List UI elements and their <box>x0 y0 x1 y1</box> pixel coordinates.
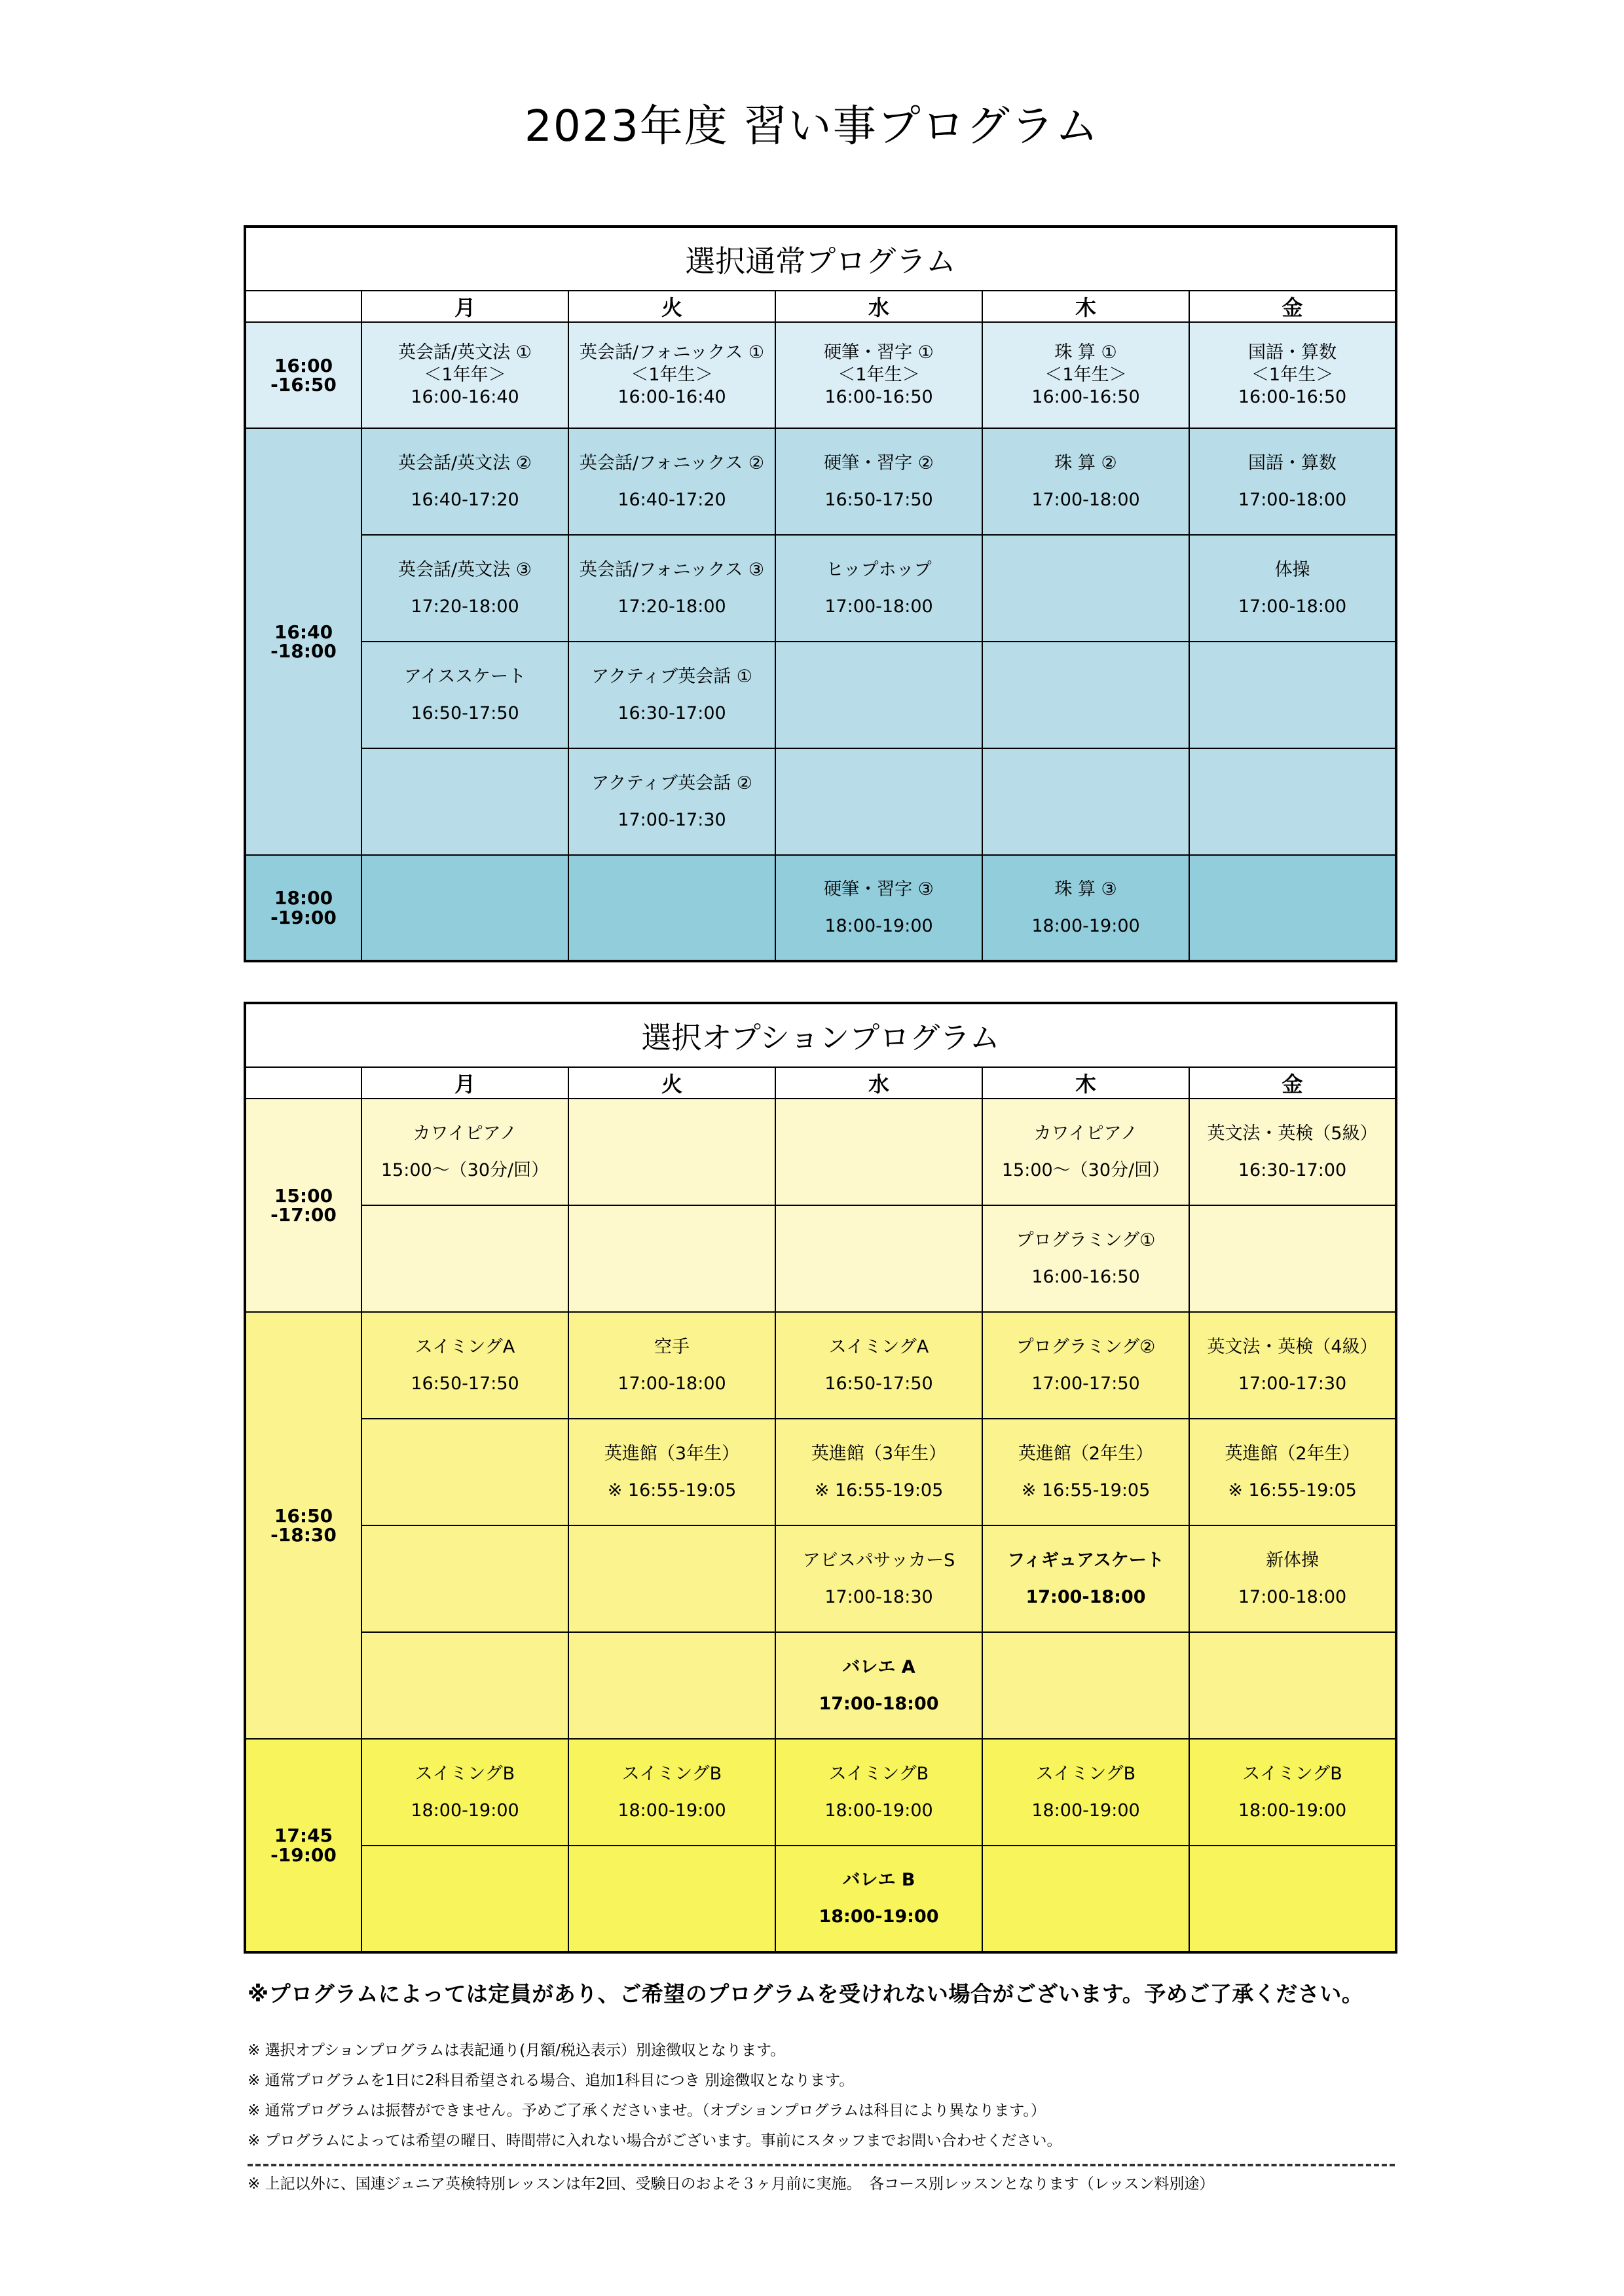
regular-program-body <box>245 322 1396 961</box>
program-name: バレエ B <box>842 1870 915 1891</box>
regular-program-title: 選択通常プログラム <box>245 227 1396 291</box>
note-item: ※ 通常プログラムは振替ができません。予めご了承くださいませ。（オプションプログラムは科目により異なります。） <box>248 2102 1046 2119</box>
time-slot-start: 16:00 <box>274 354 333 376</box>
program-time: 17:00-18:00 <box>819 1693 939 1714</box>
schedule-row <box>245 428 1396 535</box>
day-header-tue: 火 <box>568 1067 775 1099</box>
program-time: 16:30-17:00 <box>618 702 726 723</box>
program-grade: ＜1年生＞ <box>1044 365 1127 386</box>
day-header-fri: 金 <box>1189 1067 1396 1099</box>
day-header-fri: 金 <box>1189 291 1396 322</box>
empty-cell <box>361 748 568 855</box>
schedule-row <box>245 748 1396 855</box>
program-time: ※ 16:55-19:05 <box>1228 1480 1357 1501</box>
program-cell <box>982 322 1189 428</box>
empty-cell <box>1189 1846 1396 1952</box>
program-name: 英会話/フォニックス ③ <box>579 559 765 580</box>
empty-cell <box>775 748 982 855</box>
program-cell <box>1189 1525 1396 1632</box>
program-name: スイミングB <box>1242 1763 1342 1784</box>
schedule-row <box>245 1419 1396 1525</box>
page-title: 2023年度 習い事プログラム <box>524 101 1100 151</box>
program-time: 17:00-18:00 <box>1238 1586 1347 1607</box>
program-name: プログラミング① <box>1016 1230 1156 1250</box>
program-cell <box>775 322 982 428</box>
dashed-divider <box>248 2164 1395 2166</box>
program-time: 17:00-18:00 <box>618 1373 726 1394</box>
program-time: 17:20-18:00 <box>411 596 519 617</box>
program-cell <box>1189 1099 1396 1205</box>
footer-note: ※ 上記以外に、国連ジュニア英検特別レッスンは年2回、受験日のおよそ３ヶ月前に実施。 各コース別レッスンとなります（レッスン料別途） <box>248 2176 1215 2193</box>
program-cell <box>1189 535 1396 642</box>
empty-cell <box>1189 1205 1396 1312</box>
program-grade: ＜1年年＞ <box>424 365 506 386</box>
time-slot-label <box>245 322 361 428</box>
program-cell <box>568 1739 775 1846</box>
program-time: 18:00-19:00 <box>1031 915 1140 936</box>
program-cell <box>361 535 568 642</box>
day-header-row <box>245 1067 1396 1099</box>
program-cell <box>568 535 775 642</box>
program-name: 英進館（3年生） <box>811 1443 947 1464</box>
program-time: 18:00-19:00 <box>824 915 933 936</box>
program-cell <box>568 1312 775 1419</box>
program-cell <box>361 1099 568 1205</box>
program-cell <box>775 1739 982 1846</box>
program-time: 18:00-19:00 <box>411 1800 519 1821</box>
empty-cell <box>1189 748 1396 855</box>
program-name: 英進館（3年生） <box>604 1443 740 1464</box>
program-name: スイミングB <box>828 1763 929 1784</box>
program-cell <box>982 1099 1189 1205</box>
program-cell <box>361 1739 568 1846</box>
program-name: 英進館（2年生） <box>1018 1443 1154 1464</box>
program-cell <box>361 428 568 535</box>
schedule-row <box>245 642 1396 748</box>
time-slot-end: -16:50 <box>270 374 337 395</box>
program-time: ※ 16:55-19:05 <box>814 1480 944 1501</box>
time-slot-start: 15:00 <box>274 1184 333 1207</box>
empty-cell <box>361 1205 568 1312</box>
schedule-row <box>245 1739 1396 1846</box>
day-header-tue: 火 <box>568 291 775 322</box>
program-grade: ＜1年生＞ <box>838 365 920 386</box>
program-time: 17:00-18:30 <box>824 1586 933 1607</box>
program-cell <box>1189 428 1396 535</box>
day-header-mon: 月 <box>361 291 568 322</box>
empty-cell <box>1189 642 1396 748</box>
schedule-row <box>245 1525 1396 1632</box>
program-time: 17:00-18:00 <box>824 596 933 617</box>
program-name: アクティブ英会話 ① <box>591 666 752 687</box>
schedule-row <box>245 1205 1396 1312</box>
note-item: ※ 選択オプションプログラムは表記通り(月額/税込表示）別途徴収となります。 <box>248 2042 786 2059</box>
program-cell <box>775 1312 982 1419</box>
program-name: スイミングA <box>415 1336 515 1357</box>
note-item: ※ プログラムによっては希望の曜日、時間帯に入れない場合がございます。事前にスタッフまでお問い合わせください。 <box>248 2132 1062 2149</box>
empty-cell <box>568 1632 775 1739</box>
empty-cell <box>361 855 568 961</box>
program-cell <box>775 1419 982 1525</box>
program-name: フィギュアスケート <box>1007 1550 1164 1571</box>
capacity-note: ※プログラムによっては定員があり、ご希望のプログラムを受けれない場合がございます。予めご了承ください。 <box>248 1981 1364 2007</box>
time-slot-start: 16:40 <box>274 621 333 643</box>
program-name: スイミングB <box>1035 1763 1136 1784</box>
program-time: ※ 16:55-19:05 <box>607 1480 737 1501</box>
program-time: 16:40-17:20 <box>618 489 726 510</box>
program-time: 16:40-17:20 <box>411 489 519 510</box>
program-cell <box>1189 1419 1396 1525</box>
program-name: 英会話/英文法 ① <box>398 342 532 363</box>
program-time: 15:00～（30分/回） <box>380 1159 549 1180</box>
program-time: 16:00-16:40 <box>411 386 519 407</box>
program-time: 17:00-18:00 <box>1025 1586 1146 1607</box>
program-name: スイミングB <box>415 1763 515 1784</box>
program-name: 珠 算 ② <box>1054 452 1117 473</box>
day-header-mon: 月 <box>361 1067 568 1099</box>
day-header-row <box>245 291 1396 322</box>
program-cell <box>568 1419 775 1525</box>
day-header-wed: 水 <box>775 1067 982 1099</box>
program-time: 16:50-17:50 <box>411 702 519 723</box>
day-header-thu: 木 <box>982 291 1189 322</box>
time-slot-end: -17:00 <box>270 1204 337 1226</box>
program-name: 英会話/フォニックス ② <box>579 452 765 473</box>
program-name: 空手 <box>654 1336 690 1357</box>
program-name: 硬筆・習字 ② <box>824 452 934 473</box>
program-cell <box>775 535 982 642</box>
program-time: 16:50-17:50 <box>411 1373 519 1394</box>
empty-cell <box>982 535 1189 642</box>
empty-cell <box>568 1099 775 1205</box>
program-time: 18:00-19:00 <box>618 1800 726 1821</box>
time-slot-end: -18:30 <box>270 1524 337 1546</box>
program-cell <box>982 1739 1189 1846</box>
program-time: 18:00-19:00 <box>819 1906 939 1927</box>
program-name: 英会話/フォニックス ① <box>579 342 765 363</box>
program-time: 16:00-16:50 <box>1031 386 1140 407</box>
program-time: 17:00-17:30 <box>1238 1373 1347 1394</box>
program-cell <box>775 428 982 535</box>
program-time: 16:00-16:50 <box>1031 1266 1140 1287</box>
empty-cell <box>775 1099 982 1205</box>
program-name: 体操 <box>1274 559 1310 580</box>
program-name: アクティブ英会話 ② <box>591 773 752 793</box>
program-cell <box>982 1419 1189 1525</box>
program-cell <box>361 322 568 428</box>
program-cell <box>982 1312 1189 1419</box>
program-name: 硬筆・習字 ③ <box>824 879 934 900</box>
program-time: 17:20-18:00 <box>618 596 726 617</box>
program-cell <box>568 322 775 428</box>
program-name: 硬筆・習字 ① <box>824 342 934 363</box>
program-cell <box>775 1525 982 1632</box>
note-item: ※ 通常プログラムを1日に2科目希望される場合、追加1科目につき 別途徴収となります。 <box>248 2072 855 2089</box>
program-cell <box>568 428 775 535</box>
program-cell <box>982 1525 1189 1632</box>
program-time: 17:00-18:00 <box>1031 489 1140 510</box>
program-cell <box>568 748 775 855</box>
program-name: 英進館（2年生） <box>1225 1443 1360 1464</box>
program-time: 16:50-17:50 <box>824 1373 933 1394</box>
notes-section <box>248 1977 1400 2156</box>
schedule-row <box>245 322 1396 428</box>
program-time: 16:00-16:50 <box>1238 386 1347 407</box>
program-name: ヒップホップ <box>826 559 932 580</box>
program-time: 15:00～（30分/回） <box>1001 1159 1170 1180</box>
program-time: 16:00-16:50 <box>824 386 933 407</box>
time-slot-end: -19:00 <box>270 1844 337 1866</box>
time-slot-end: -18:00 <box>270 640 337 662</box>
time-header <box>245 1067 361 1099</box>
program-name: 英文法・英検（4級） <box>1207 1336 1378 1357</box>
program-cell <box>568 642 775 748</box>
option-program-title: 選択オプションプログラム <box>245 1003 1396 1067</box>
program-name: 国語・算数 <box>1248 342 1337 363</box>
program-name: 珠 算 ① <box>1054 342 1117 363</box>
program-name: アイススケート <box>403 666 526 687</box>
program-cell <box>775 1846 982 1952</box>
empty-cell <box>982 642 1189 748</box>
time-slot-label <box>245 1312 361 1739</box>
time-slot-start: 18:00 <box>274 887 333 909</box>
schedule-row <box>245 1632 1396 1739</box>
program-time: 17:00-17:30 <box>618 809 726 830</box>
option-program-table <box>244 1002 1397 1954</box>
regular-program-table <box>244 225 1397 962</box>
program-time: 18:00-19:00 <box>824 1800 933 1821</box>
program-name: スイミングB <box>621 1763 722 1784</box>
day-header-wed: 水 <box>775 291 982 322</box>
empty-cell <box>568 1525 775 1632</box>
program-time: ※ 16:55-19:05 <box>1021 1480 1151 1501</box>
program-name: プログラミング② <box>1016 1336 1156 1357</box>
program-time: 16:00-16:40 <box>618 386 726 407</box>
program-time: 18:00-19:00 <box>1031 1800 1140 1821</box>
program-cell <box>1189 1739 1396 1846</box>
program-cell <box>982 1205 1189 1312</box>
time-slot-start: 16:50 <box>274 1504 333 1527</box>
empty-cell <box>1189 1632 1396 1739</box>
program-name: バレエ A <box>842 1656 915 1677</box>
program-name: 珠 算 ③ <box>1054 879 1117 900</box>
day-header-thu: 木 <box>982 1067 1189 1099</box>
program-name: 国語・算数 <box>1248 452 1337 473</box>
program-grade: ＜1年生＞ <box>631 365 713 386</box>
program-cell <box>982 855 1189 961</box>
program-time: 17:00-18:00 <box>1238 489 1347 510</box>
program-name: 英会話/英文法 ③ <box>398 559 532 580</box>
program-name: カワイピアノ <box>1033 1123 1138 1144</box>
program-time: 17:00-18:00 <box>1238 596 1347 617</box>
empty-cell <box>568 855 775 961</box>
program-cell <box>775 1632 982 1739</box>
empty-cell <box>775 642 982 748</box>
empty-cell <box>982 748 1189 855</box>
time-slot-end: -19:00 <box>270 906 337 928</box>
schedule-row <box>245 1846 1396 1952</box>
empty-cell <box>361 1632 568 1739</box>
schedule-row <box>245 1099 1396 1205</box>
time-slot-start: 17:45 <box>274 1825 333 1847</box>
empty-cell <box>361 1846 568 1952</box>
empty-cell <box>775 1205 982 1312</box>
program-cell <box>361 1312 568 1419</box>
program-name: 新体操 <box>1266 1550 1320 1571</box>
program-cell <box>1189 1312 1396 1419</box>
program-name: スイミングA <box>828 1336 929 1357</box>
program-cell <box>982 428 1189 535</box>
program-name: 英会話/英文法 ② <box>398 452 532 473</box>
empty-cell <box>361 1419 568 1525</box>
program-cell <box>361 642 568 748</box>
empty-cell <box>982 1846 1189 1952</box>
empty-cell <box>361 1525 568 1632</box>
time-slot-label <box>245 1739 361 1952</box>
time-slot-label <box>245 428 361 855</box>
empty-cell <box>568 1205 775 1312</box>
schedule-row <box>245 855 1396 961</box>
program-cell <box>775 855 982 961</box>
empty-cell <box>1189 855 1396 961</box>
option-program-body <box>245 1099 1396 1952</box>
time-slot-label <box>245 855 361 961</box>
program-name: 英文法・英検（5級） <box>1207 1123 1378 1144</box>
program-time: 16:50-17:50 <box>824 489 933 510</box>
time-header <box>245 291 361 322</box>
program-grade: ＜1年生＞ <box>1251 365 1334 386</box>
program-name: カワイピアノ <box>413 1123 517 1144</box>
schedule-row <box>245 535 1396 642</box>
empty-cell <box>568 1846 775 1952</box>
time-slot-label <box>245 1099 361 1312</box>
schedule-row <box>245 1312 1396 1419</box>
program-time: 17:00-17:50 <box>1031 1373 1140 1394</box>
program-name: アビスパサッカーS <box>802 1550 955 1571</box>
program-cell <box>1189 322 1396 428</box>
program-time: 18:00-19:00 <box>1238 1800 1347 1821</box>
empty-cell <box>982 1632 1189 1739</box>
program-time: 16:30-17:00 <box>1238 1159 1347 1180</box>
